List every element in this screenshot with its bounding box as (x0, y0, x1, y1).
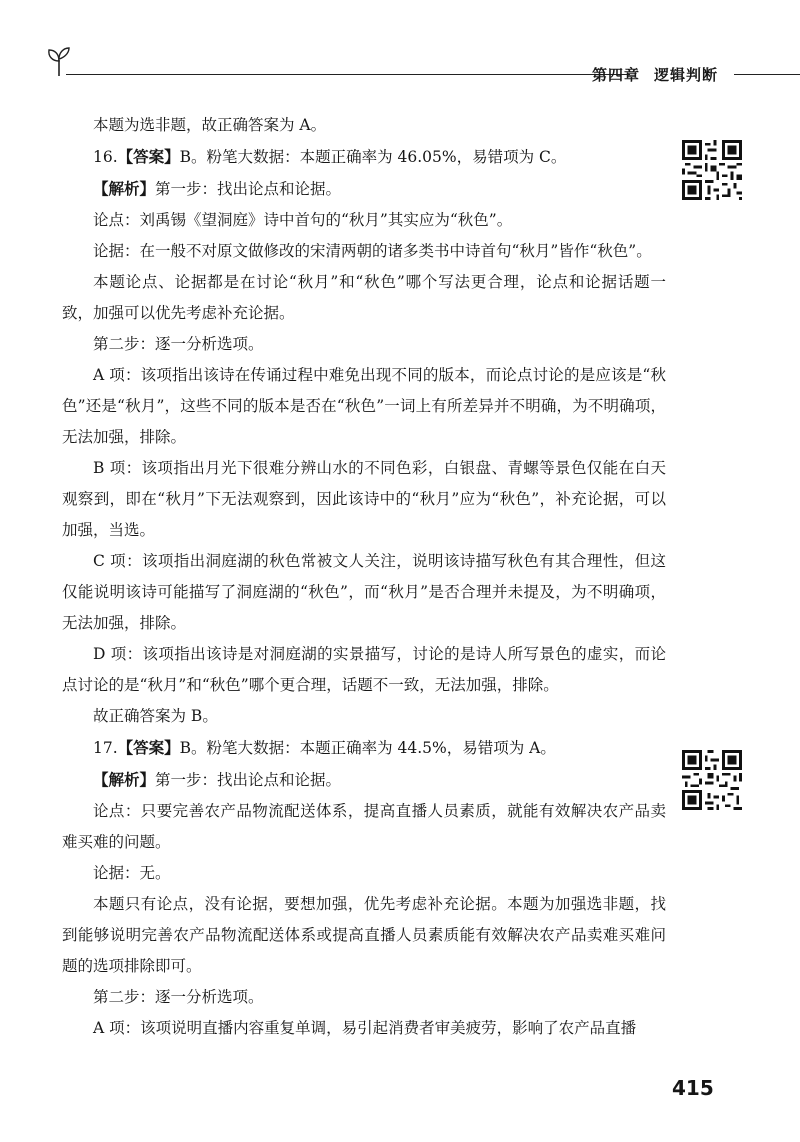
paragraph: 第二步：逐一分析选项。 (93, 335, 264, 353)
page-header (40, 40, 760, 100)
header-rule-left (66, 74, 630, 76)
paragraph: 本题论点、论据都是在讨论“秋月”和“秋色”哪个写法更合理，论点和论据话题一致，加强可以优先考虑补充论据。 (62, 273, 666, 322)
paragraph: 故正确答案为 B。 (93, 707, 218, 725)
sprout-logo-icon (46, 44, 72, 82)
paragraph: A 项：该项指出该诗在传诵过程中难免出现不同的版本，而论点讨论的是应该是“秋色”还是“秋月”，这些不同的版本是否在“秋色”一词上有所差异并不明确，为不明确项，无法加强，排除。 (62, 366, 666, 446)
answer-line-17 (62, 732, 666, 764)
paragraph: 第二步：逐一分析选项。 (93, 988, 264, 1006)
section-label: 逻辑判断 (654, 66, 719, 84)
paragraph: B 项：该项指出月光下很难分辨山水的不同色彩，白银盘、青螺等景色仅能在白天观察到，即在“秋月”下无法观察到，因此该诗中的“秋月”应为“秋色”，补充论据，可以加强，当选。 (62, 459, 666, 539)
page-number: 415 (672, 1076, 714, 1100)
header-title (592, 64, 732, 85)
answer-line-16 (62, 141, 666, 173)
chapter-label: 第四章 (592, 66, 641, 84)
paragraph: A 项：该项说明直播内容重复单调，易引起消费者审美疲劳，影响了农产品直播 (93, 1019, 637, 1037)
answer-text: B。粉笔大数据：本题正确率为 46.05%，易错项为 C。 (179, 148, 567, 166)
header-rule-right (734, 74, 800, 76)
analysis-text: 第一步：找出论点和论据。 (155, 180, 342, 198)
analysis-line-17 (62, 764, 666, 796)
qr-code-icon[interactable] (682, 750, 742, 810)
answer-tag: 【答案】 (117, 147, 180, 166)
paragraph: 本题只有论点，没有论据，要想加强，优先考虑补充论据。本题为加强选非题，找到能够说明完善农产品物流配送体系或提高直播人员素质能有效解决农产品卖难买难问题的选项排除即可。 (62, 895, 666, 975)
paragraph: 论据：无。 (93, 864, 171, 882)
paragraph: C 项：该项指出洞庭湖的秋色常被文人关注，说明该诗描写秋色有其合理性，但这仅能说明该诗可能描写了洞庭湖的“秋色”，而“秋月”是否合理并未提及，为不明确项，无法加强，排除。 (62, 552, 666, 632)
analysis-text: 第一步：找出论点和论据。 (155, 771, 342, 789)
paragraph: D 项：该项指出该诗是对洞庭湖的实景描写，讨论的是诗人所写景色的虚实，而论点讨论的是“秋月”和“秋色”哪个更合理，话题不一致，无法加强，排除。 (62, 645, 666, 694)
answer-text: B。粉笔大数据：本题正确率为 44.5%，易错项为 A。 (179, 739, 556, 757)
paragraph: 论据：在一般不对原文做修改的宋清两朝的诸多类书中诗首句“秋月”皆作“秋色”。 (93, 242, 652, 260)
paragraph: 论点：只要完善农产品物流配送体系，提高直播人员素质，就能有效解决农产品卖难买难的问题。 (62, 802, 666, 851)
answer-tag: 【答案】 (117, 738, 180, 757)
analysis-line-16 (62, 173, 666, 205)
qr-code-icon[interactable] (682, 140, 742, 200)
paragraph: 本题为选非题，故正确答案为 A。 (93, 116, 327, 134)
page-body (62, 110, 666, 1044)
question-number: 17. (93, 739, 118, 757)
question-number: 16. (93, 148, 118, 166)
analysis-tag: 【解析】 (93, 770, 156, 789)
analysis-tag: 【解析】 (93, 179, 156, 198)
paragraph: 论点：刘禹锡《望洞庭》诗中首句的“秋月”其实应为“秋色”。 (93, 211, 513, 229)
